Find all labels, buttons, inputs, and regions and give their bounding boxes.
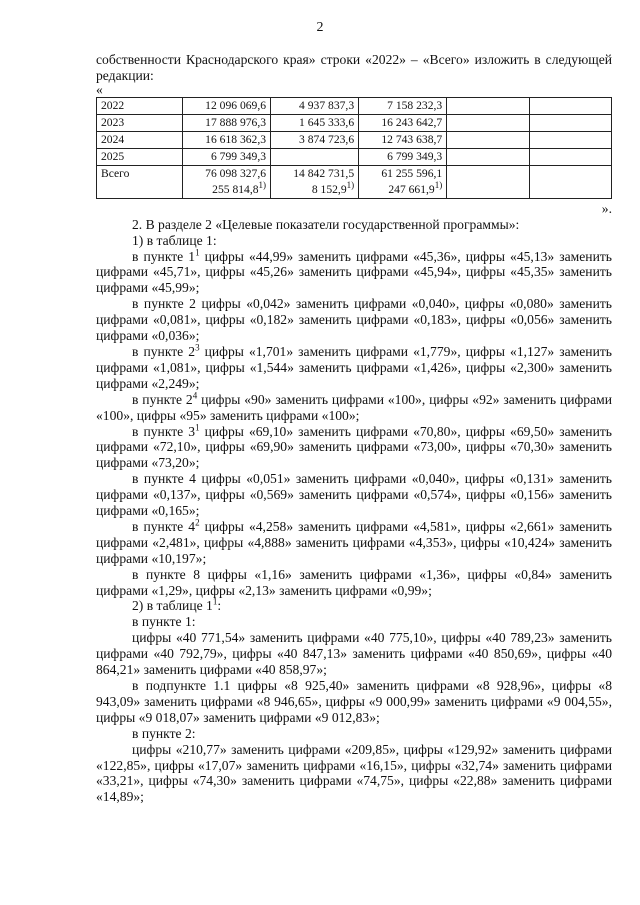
table-cell-footnote-value: 255 814,8$^{1)}$ — [182, 182, 270, 199]
table-cell-empty — [447, 97, 529, 114]
table-cell-empty — [529, 114, 611, 131]
amendment-paragraph: в пункте 8 цифры «1,16» заменить цифрами «1,36», цифры «0,84» заменить цифрами «1,29», цифры «2,13» заменить цифрами «0,99»; — [96, 566, 612, 598]
footnote-marker: 1) — [346, 179, 355, 190]
table-cell-empty — [529, 148, 611, 165]
table-cell-value: 12 743 638,7 — [359, 131, 447, 148]
amendment-paragraph: в пункте $2^4$ цифры «90» заменить цифрами «100», цифры «92» заменить цифрами «100», цифры «95» заменить цифрами «100»; — [96, 390, 612, 423]
footnote-marker: 1) — [258, 179, 267, 190]
item-index-superscript: 1 — [195, 421, 200, 432]
footnote-marker: 1) — [434, 179, 443, 190]
amendment-paragraph: в пункте $4^2$ цифры «4,258» заменить цифрами «4,581», цифры «2,661» заменить цифрами «2,481», цифры «4,888» заменить цифрами «4,353», цифры «10,424» заменить цифрами «10,197»; — [96, 517, 612, 566]
amendment-paragraph: 2. В разделе 2 «Целевые показатели государственной программы»: — [132, 216, 520, 232]
item-index-superscript: 2 — [195, 517, 200, 528]
amendment-paragraph: 2) в таблице $1^1$: — [132, 596, 222, 614]
table-cell-year: Всего — [97, 165, 183, 198]
table-cell-value: 7 158 232,3 — [359, 97, 447, 114]
table-cell-total: 12 096 069,6 — [182, 97, 270, 114]
table-cell-empty — [447, 148, 529, 165]
table-row — [97, 148, 612, 165]
table-cell-value: 61 255 596,1 — [359, 165, 447, 182]
table-cell-year: 2022 — [97, 97, 183, 114]
budget-table — [96, 97, 612, 199]
table-cell-year: 2023 — [97, 114, 183, 131]
table-row — [97, 131, 612, 148]
page-number: 2 — [316, 20, 324, 35]
quote-close: ». — [601, 200, 612, 216]
amendment-paragraph: в пункте $1^1$ цифры «44,99» заменить цифрами «45,36», цифры «45,13» заменить цифрами «45,71», цифры «45,26» заменить цифрами «45,94», цифры «45,35» заменить цифрами «45,99»; — [96, 247, 612, 296]
amendment-paragraph: в пункте $2^3$ цифры «1,701» заменить цифрами «1,779», цифры «1,127» заменить цифрами «1,081», цифры «1,544» заменить цифрами «1,426», цифры «2,300» заменить цифрами «2,249»; — [96, 342, 612, 391]
table-cell-empty — [447, 131, 529, 148]
item-index-superscript: 3 — [195, 342, 200, 353]
table-row — [97, 97, 612, 114]
amendment-paragraph: 1) в таблице 1: — [132, 232, 217, 248]
amendment-paragraph: в пункте 2: — [132, 725, 196, 741]
table-cell-footnote-value: 8 152,9$^{1)}$ — [271, 182, 359, 199]
table-cell-value: 6 799 349,3 — [359, 148, 447, 165]
amendment-paragraph: в пункте $3^1$ цифры «69,10» заменить цифрами «70,80», цифры «69,50» заменить цифрами «72,10», цифры «69,90» заменить цифрами «73,00», цифры «70,30» заменить цифрами «73,20»; — [96, 421, 612, 471]
table-cell-empty — [529, 97, 611, 114]
amendment-paragraph: цифры «40 771,54» заменить цифрами «40 775,10», цифры «40 789,23» заменить цифрами «40 792,79», цифры «40 847,13» заменить цифрами «40 850,69», цифры «40 864,21» заменить цифрами «40 858,97»; — [96, 630, 612, 678]
table-cell-empty — [529, 131, 611, 148]
item-index-superscript: 4 — [192, 390, 198, 401]
table-cell-footnote-value: 247 661,9$^{1)}$ — [359, 182, 447, 199]
table-cell-empty — [447, 165, 529, 198]
table-cell-empty — [529, 165, 611, 198]
table-cell-empty — [447, 114, 529, 131]
amendment-paragraph: в пункте 1: — [132, 614, 196, 630]
item-index-superscript: 1 — [195, 247, 200, 257]
item-index-superscript: 1 — [212, 596, 218, 607]
amendment-paragraph: в пункте 2 цифры «0,042» заменить цифрами «0,040», цифры «0,080» заменить цифрами «0,081», цифры «0,182» заменить цифрами «0,183», цифры «0,056» заменить цифрами «0,036»; — [96, 296, 612, 344]
table-cell-value: 4 937 837,3 — [271, 97, 359, 114]
table-cell-value: 16 243 642,7 — [359, 114, 447, 131]
table-cell-total: 6 799 349,3 — [182, 148, 270, 165]
table-cell-total: 17 888 976,3 — [182, 114, 270, 131]
table-row — [97, 114, 612, 131]
table-cell-total: 76 098 327,6 — [182, 165, 270, 182]
table-cell-total: 16 618 362,3 — [182, 131, 270, 148]
amendment-paragraph: в пункте 4 цифры «0,051» заменить цифрами «0,040», цифры «0,131» заменить цифрами «0,137», цифры «0,569» заменить цифрами «0,574», цифры «0,156» заменить цифрами «0,165»; — [96, 471, 612, 519]
intro-paragraph: собственности Краснодарского края» строки «2022» – «Всего» изложить в следующей редакции: — [96, 52, 612, 83]
table-cell-year: 2024 — [97, 131, 183, 148]
amendment-paragraph: в подпункте 1.1 цифры «8 925,40» заменить цифрами «8 928,96», цифры «8 943,09» заменить цифрами «8 946,65», цифры «9 000,99» заменить цифрами «9 004,55», цифры «9 018,07» заменить цифрами «9 012,83»; — [96, 678, 612, 725]
quote-open: « — [96, 81, 103, 97]
table-cell-value — [271, 148, 359, 165]
amendment-paragraph: цифры «210,77» заменить цифрами «209,85», цифры «129,92» заменить цифрами «122,85», цифры «17,07» заменить цифрами «16,15», цифры «32,74» заменить цифрами «33,21», цифры «74,30» заменить цифрами «74,75», цифры «22,88» заменить цифрами «14,89»; — [96, 741, 612, 805]
table-cell-value: 14 842 731,5 — [271, 165, 359, 182]
document-body — [96, 52, 612, 805]
table-cell-year: 2025 — [97, 148, 183, 165]
amendments-list — [96, 217, 612, 806]
table-cell-value: 3 874 723,6 — [271, 131, 359, 148]
table-cell-value: 1 645 333,6 — [271, 114, 359, 131]
